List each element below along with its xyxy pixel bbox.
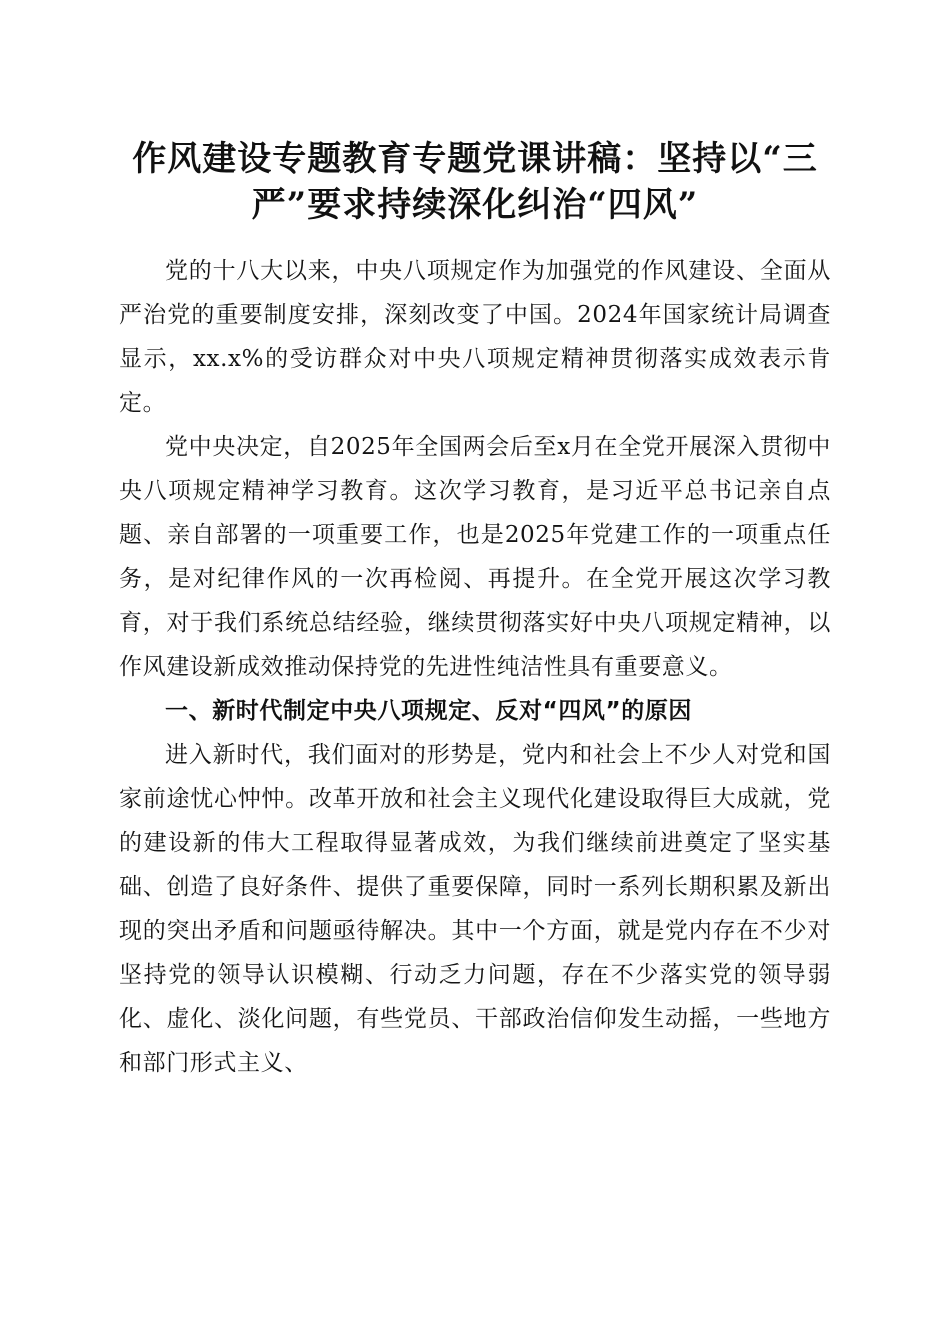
intro-paragraph-1: 党的十八大以来，中央八项规定作为加强党的作风建设、全面从严治党的重要制度安排，深刻改变了中国。2024年国家统计局调查显示，xx.x%的受访群众对中央八项规定精神贯彻落实成效表示肯定。 <box>119 258 831 416</box>
section-heading-1: 一、新时代制定中央八项规定、反对“四风”的原因 <box>165 698 693 724</box>
title-line-1: 作风建设专题教育专题党课讲稿：坚持以“三 <box>132 139 818 179</box>
title-line-2: 严”要求持续深化纠治“四风” <box>251 185 699 225</box>
document-body <box>119 249 831 1085</box>
document-title <box>110 136 840 228</box>
section-1-paragraph: 进入新时代，我们面对的形势是，党内和社会上不少人对党和国家前途忧心忡忡。改革开放和社会主义现代化建设取得巨大成就，党的建设新的伟大工程取得显著成效，为我们继续前进奠定了坚实基础、创造了良好条件、提供了重要保障，同时一系列长期积累及新出现的突出矛盾和问题亟待解决。其中一个方面，就是党内存在不少对坚持党的领导认识模糊、行动乏力问题，存在不少落实党的领导弱化、虚化、淡化问题，有些党员、干部政治信仰发生动摇，一些地方和部门形式主义、 <box>119 742 831 1076</box>
intro-paragraph-2: 党中央决定，自2025年全国两会后至x月在全党开展深入贯彻中央八项规定精神学习教育。这次学习教育，是习近平总书记亲自点题、亲自部署的一项重要工作，也是2025年党建工作的一项重点任务，是对纪律作风的一次再检阅、再提升。在全党开展这次学习教育，对于我们系统总结经验，继续贯彻落实好中央八项规定精神，以作风建设新成效推动保持党的先进性纯洁性具有重要意义。 <box>119 434 831 680</box>
